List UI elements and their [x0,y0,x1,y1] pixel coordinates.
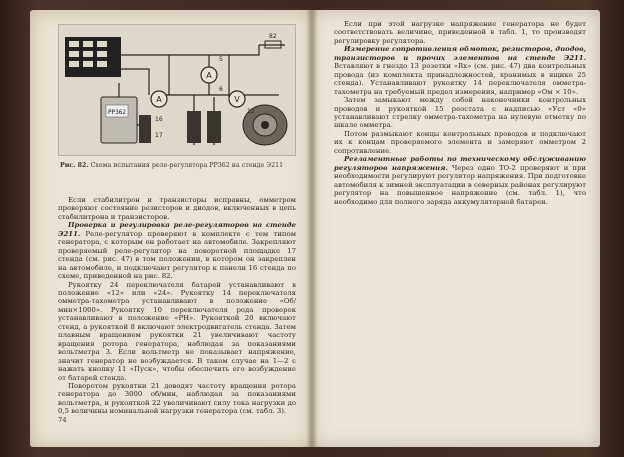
right-paragraph-3: Затем замыкают между собой наконечники контрольных проводов и рукояткой 15 реостата с надписью «Уст «0» устанавливают стрелку омметра-тахометра на нулевую отметку по шкале омметра. [334,96,586,130]
left-paragraph-3: Рукоятку 24 переключателя батарей устанавливают в положение «12» или «24». Рукоятку 14 переключателя омметра-тахометра устанавливают в положение «Об/мин×1000». Рукоятку 10 переключателя рода проверок устанавливают в положение «РН». Рукояткой 20 включают стенд, а рукояткой 8 включают электродвигатель стенда. Затем плавным вращением рукоятки 21 увеличивают частоту вращения ротора генератора, наблюдая за показаниями вольтметра 3. Если вольтметр не показывает напряжение, значит генератор не возбуждается. В таком случае на 1—2 с нажать кнопку 11 «Пуск», чтобы обеспечить его возбуждение от батарей стенда. [58,280,296,382]
figure-caption [60,162,300,170]
left-paragraph-2 [58,221,296,280]
right-paragraph-2 [334,45,586,96]
wiring-diagram-svg [59,25,295,155]
page-number: 74 [58,416,67,424]
wiring-diagram-figure [58,24,296,156]
right-page-text [334,20,586,206]
ammeter-2-label: A [156,95,162,104]
figure-caption-text: Схема испытания реле-регулятора РР362 на стенде Э211 [90,162,284,169]
label-17: 17 [155,132,163,139]
right-paragraph-1: Если при этой нагрузке напряжение генератора не будет соответствовать величине, приведенной в табл. 1, то производят регулировку регулятора. [334,20,586,45]
left-paragraph-4: Поворотом рукоятки 21 доводят частоту вращения ротора генератора до 3000 об/мин, наблюдая за показаниями вольтметра, и рукояткой 22 увеличивают силу тока нагрузки до 0,5 величины номинальной нагрузки генератора (см. табл. 3). [58,381,296,416]
right-paragraph-5 [334,155,586,206]
ammeter-1-label: A [206,71,212,80]
label-12: 12 [247,108,255,115]
label-6: 6 [219,86,223,93]
right-paragraph-5-heading: Регламентные работы по техническому обслуживанию регуляторов напряжения. [334,155,586,172]
label-82: 82 [269,33,277,40]
regulator-device-label: PP362 [107,109,127,116]
label-16: 16 [155,116,163,123]
left-paragraph-1: Если стабилитрон и транзисторы исправны, омметром проверяют состояние резисторов и диодов, включенных в цепь стабилитрона и транзисторов. [58,196,296,221]
figure-caption-label: Рис. 82. [60,162,89,169]
right-paragraph-4: Потом размыкают концы контрольных проводов и подключают их к концам проверяемого элемента и замеряют омметром 2 сопротивление. [334,129,586,155]
left-paragraph-2-heading: Проверка и регулировка реле-регуляторов на стенде Э211. [58,221,296,238]
terminal-block-1 [139,115,151,143]
terminal-block-3 [207,111,221,143]
book-gutter [306,10,318,447]
left-page-text [58,196,296,416]
right-paragraph-2-heading: Измерение сопротивления обмоток, резисторов, диодов, транзисторов и прочих элементов на стенде Э211. [334,45,586,62]
left-paragraph-2-body: Реле-регулятор проверяют в комплекте с тем типом генератора, с которым он работает на автомобиле. Закрепляют проверяемый реле-регулятор на поворотной площадке 17 стенда (см. рис. 47) в том положении, в котором он закреплен на автомобиле, и подключают регулятор к панели 16 стенда по схеме, приведенной на рис. 82. [58,229,296,281]
right-paragraph-5-body: Через одно ТО-2 проверяют и при необходимости регулируют регулятор напряжения. При подготовке автомобиля к зимней эксплуатации в северных районах регулируют регулятор на повышенное напряжение (см. табл. 1), что необходимо для полного заряда аккумуляторной батареи. [334,163,586,206]
battery-cells [69,41,107,67]
right-paragraph-2-body: Вставляют в гнездо 13 розетки «Rx» (см. рис. 47) два контрольных провода (из комплекта принадлежностей, хранимых в ящике 25 стенда). Устанавливают рукоятку 14 переключателя омметра-тахометра на требуемый предел измерения, например «Ом × 10». [334,62,586,96]
voltmeter-label: V [234,95,240,104]
regulator-device [101,97,137,143]
terminal-block-2 [187,111,201,143]
label-5: 5 [219,56,223,63]
